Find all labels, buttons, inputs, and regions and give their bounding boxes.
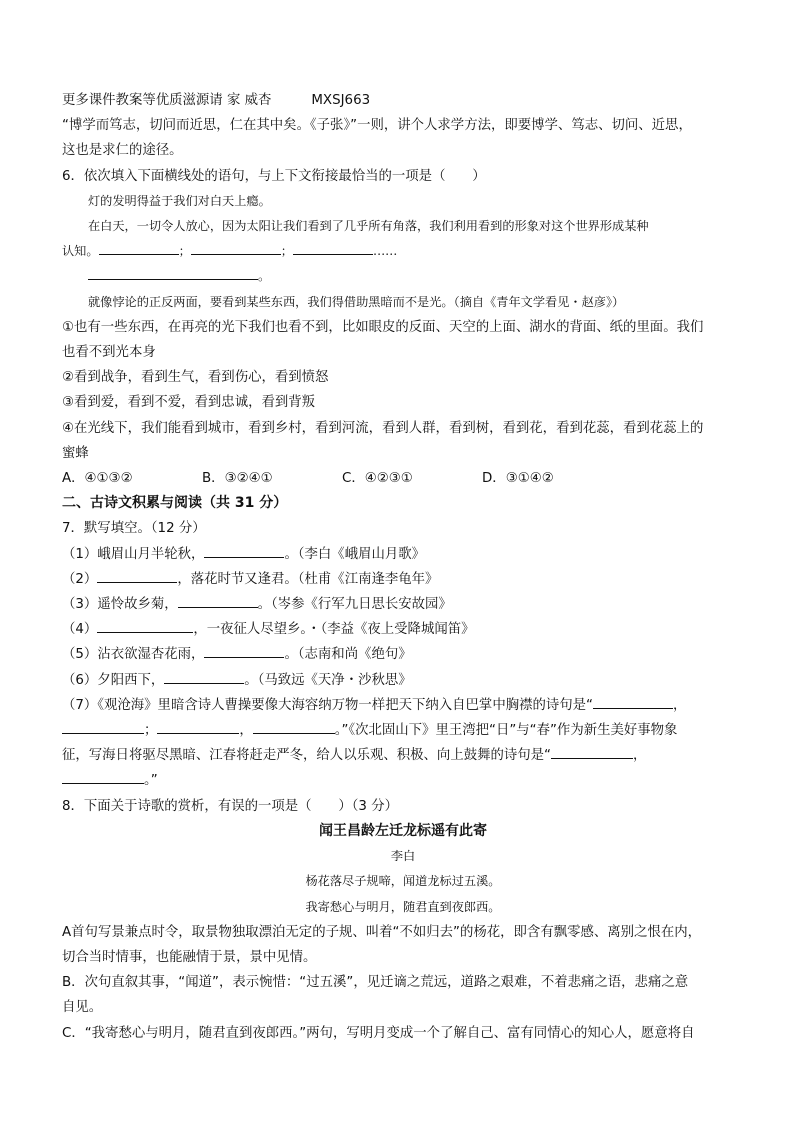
fill-blank[interactable] (164, 669, 244, 684)
analysis-option: B．次句直叙其事，“闻道”，表示惋惜：“过五溪”，见迁谪之荒远，道路之艰难，不着悲痛之语，悲痛之意 (62, 975, 689, 991)
fill-item (62, 642, 744, 667)
fill-blank[interactable] (593, 694, 673, 709)
blank-4[interactable] (88, 265, 258, 280)
passage-closing: 就像悖论的正反两面，要看到某些东西，我们得借助黑暗而不是光。（摘自《青年文学看见・赵彦》） (88, 294, 625, 309)
header-code: MXSJ663 (311, 93, 371, 108)
option-item: ③看到爱，看到不爱，看到忠诚，看到背叛 (62, 395, 316, 411)
item-text: 峨眉山月半轮秋， (97, 546, 205, 562)
blank-3[interactable] (293, 240, 373, 255)
item-number: （2） (62, 571, 98, 587)
question-6-stem: 6．依次填入下面横线处的语句，与上下文衔接最恰当的一项是（ ） (62, 168, 486, 184)
answer-option-d[interactable]: D．③①④② (482, 471, 554, 487)
punctuation: ， (673, 697, 687, 713)
answer-option-a[interactable]: A．④①③② (62, 471, 133, 487)
fill-item (62, 542, 744, 567)
option-item: ④在光线下，我们能看到城市，看到乡村，看到河流，看到人群，看到树，看到花，看到花蕊，看到花蕊上的 (62, 420, 704, 436)
option-item: ②看到战争，看到生气，看到伤心，看到愤怒 (62, 370, 329, 386)
option-item: 也看不到光本身 (62, 345, 156, 361)
item-source: 。（岑参《行军九日思长安故园》 (257, 597, 452, 613)
item-text: （7）《观沧海》里暗含诗人曹操要像大海容纳万物一样把天下纳入自巴掌中胸襟的诗句是“ (62, 697, 593, 713)
poem-line: 杨花落尽子规啼，闻道龙标过五溪。 (305, 874, 501, 889)
item-text: 。”《次北固山下》里王湾把“日”与“春”作为新生美好事物象 (334, 723, 678, 739)
item-number: （6） (62, 672, 98, 688)
fill-item-7 (62, 718, 744, 743)
question-8-stem: 8．下面关于诗歌的赏析，有误的一项是（ ）（3 分） (62, 798, 398, 814)
option-item: 蜜蜂 (62, 445, 89, 461)
answer-options (62, 466, 744, 491)
punctuation: 。” (144, 773, 158, 789)
item-source: ，一夜征人尽望乡。・（李益《夜上受降城闻笛》 (193, 622, 475, 638)
punctuation: ， (239, 723, 253, 739)
passage-title: 灯的发明得益于我们对白天上瘾。 (88, 193, 271, 208)
fill-blank[interactable] (204, 643, 284, 658)
section-title: 二、古诗文积累与阅读（共 31 分） (62, 495, 288, 512)
item-source: 。（马致远《天净・沙秋思》 (244, 672, 412, 688)
fill-blank[interactable] (97, 618, 193, 633)
fill-blank[interactable] (97, 568, 177, 583)
poem-title: 闻王昌龄左迁龙标遥有此寄 (319, 822, 487, 839)
answer-option-c[interactable]: C．④②③① (342, 471, 413, 487)
analysis-option: C．“我寄愁心与明月，随君直到夜郎西。”两句，写明月变成一个了解自己、富有同情心的知心人，愿意将自 (62, 1025, 695, 1041)
item-text: 夕阳西下， (97, 672, 165, 688)
period: 。 (258, 269, 271, 284)
separator: ； (178, 244, 191, 259)
question-7-stem: 7．默写填空。（12 分） (62, 521, 206, 537)
analysis-option: 自见。 (62, 1000, 103, 1016)
item-text: 征，写海日将驱尽黑暗、江春将赶走严冬，给人以乐观、积极、向上鼓舞的诗句是“ (62, 748, 551, 764)
poem-line: 我寄愁心与明月，随君直到夜郎西。 (305, 899, 501, 914)
blank-1[interactable] (99, 240, 179, 255)
header-note: 更多课件教案等优质滋源请 家 威杏 (62, 93, 272, 108)
fill-blank[interactable] (204, 543, 284, 558)
fill-item (62, 567, 744, 592)
passage-line: 在白天，一切令人放心，因为太阳让我们看到了几乎所有角落，我们利用看到的形象对这个世界形成某种 (88, 219, 649, 234)
intro-line: “博学而笃志，切问而近思，仁在其中矣。《子张》”一则，讲个人求学方法，即要博学、笃志、切问、近思， (62, 118, 692, 134)
poem-author: 李白 (390, 849, 416, 864)
item-number: （3） (62, 597, 98, 613)
fill-item (62, 592, 744, 617)
fill-item-7 (62, 743, 744, 768)
item-number: （1） (62, 546, 98, 562)
item-source: 。（志南和尚《绝句》 (284, 647, 412, 663)
fill-blank[interactable] (62, 719, 144, 734)
fill-blank[interactable] (62, 769, 144, 784)
intro-line: 这也是求仁的途径。 (62, 143, 183, 159)
fill-blank[interactable] (253, 719, 335, 734)
fill-item (62, 668, 744, 693)
ellipsis: …… (372, 244, 398, 259)
fill-blank[interactable] (178, 593, 258, 608)
item-text: 沾衣欲湿杏花雨， (97, 647, 205, 663)
header-line (62, 88, 744, 113)
option-item: ①也有一些东西，在再亮的光下我们也看不到，比如眼皮的反面、天空的上面、湖水的背面、纸的里面。我们 (62, 319, 704, 335)
fill-item-7 (62, 693, 744, 718)
punctuation: ， (633, 748, 647, 764)
blank-2[interactable] (191, 240, 281, 255)
punctuation: ； (144, 723, 158, 739)
fill-item-7 (62, 768, 744, 793)
fill-item (62, 617, 744, 642)
item-text: 遥怜故乡菊， (97, 597, 178, 613)
passage-prefix: 认知。 (62, 244, 99, 259)
answer-option-b[interactable]: B．③②④① (202, 471, 273, 487)
passage-blank-line (62, 239, 744, 264)
analysis-option: 切合当时情事，也能融情于景，景中见情。 (62, 949, 317, 965)
document-page (62, 88, 744, 1046)
separator: ； (280, 244, 293, 259)
passage-blank-line (62, 264, 744, 289)
item-number: （4） (62, 622, 98, 638)
fill-blank[interactable] (157, 719, 239, 734)
fill-blank[interactable] (551, 744, 633, 759)
item-source: ，落花时节又逢君。（杜甫《江南逢李龟年》 (177, 571, 439, 587)
analysis-option: A首句写景兼点时令，取景物独取漂泊无定的子规、叫着“不如归去”的杨花，即含有飘零感、离别之恨在内， (62, 924, 701, 940)
item-source: 。（李白《峨眉山月歌》 (284, 546, 426, 562)
item-number: （5） (62, 647, 98, 663)
